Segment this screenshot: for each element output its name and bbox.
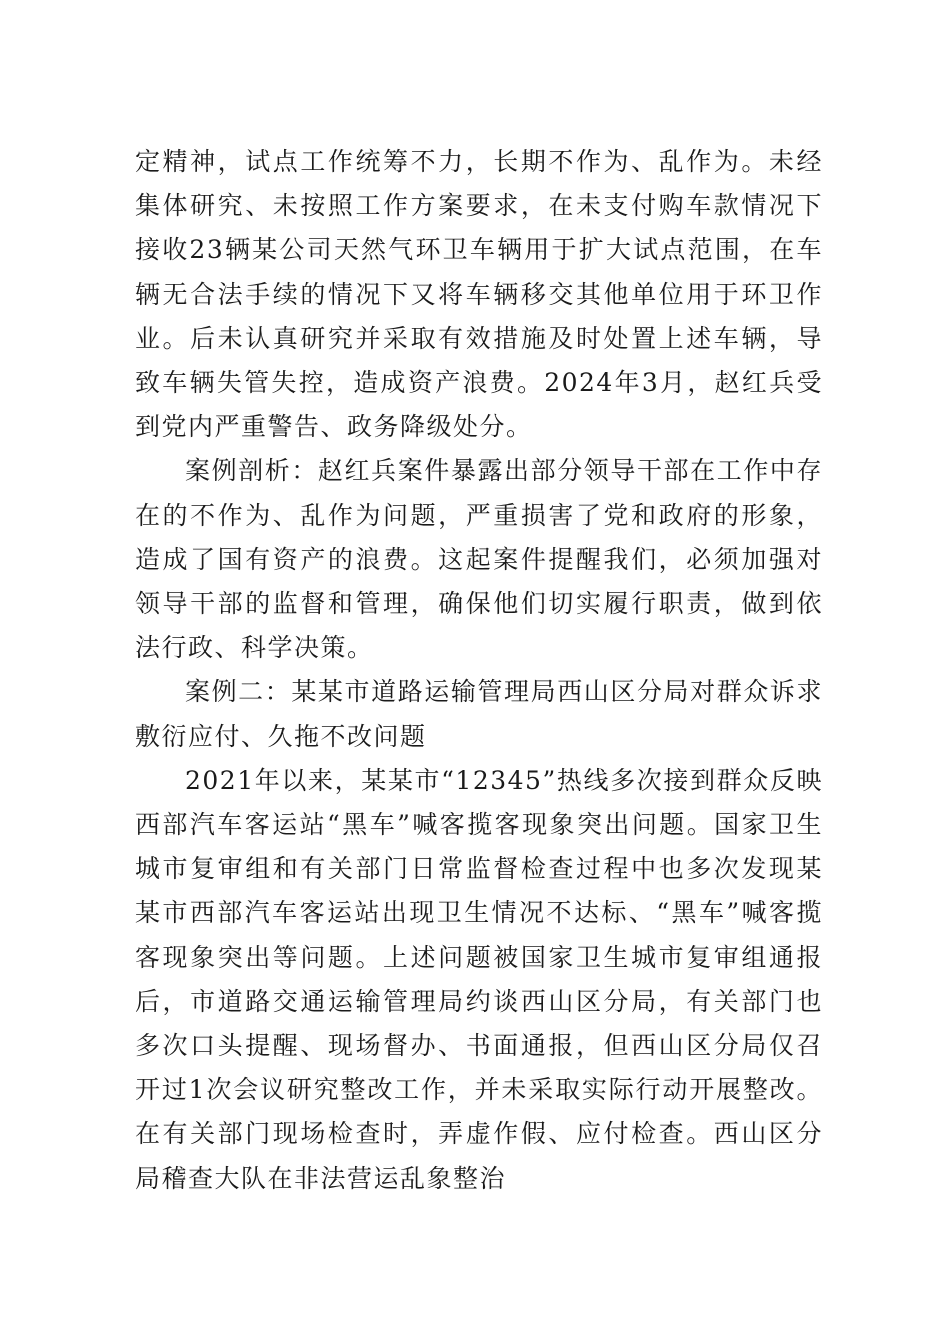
document-body bbox=[135, 140, 823, 1201]
paragraph-case-two-heading: 案例二：某某市道路运输管理局西山区分局对群众诉求敷衍应付、久拖不改问题 bbox=[135, 677, 823, 751]
paragraph-case-one-analysis: 案例剖析：赵红兵案件暴露出部分领导干部在工作中存在的不作为、乱作为问题，严重损害了党和政府的形象，造成了国有资产的浪费。这起案件提醒我们，必须加强对领导干部的监督和管理，确保他们切实履行职责，做到依法行政、科学决策。 bbox=[135, 456, 823, 663]
paragraph-case-two-body: 2021年以来，某某市“12345”热线多次接到群众反映西部汽车客运站“黑车”喊客揽客现象突出问题。国家卫生城市复审组和有关部门日常监督检查过程中也多次发现某某市西部汽车客运站出现卫生情况不达标、“黑车”喊客揽客现象突出等问题。上述问题被国家卫生城市复审组通报后，市道路交通运输管理局约谈西山区分局，有关部门也多次口头提醒、现场督办、书面通报，但西山区分局仅召开过1次会议研究整改工作，并未采取实际行动开展整改。在有关部门现场检查时，弄虚作假、应付检查。西山区分局稽查大队在非法营运乱象整治 bbox=[135, 765, 823, 1193]
paragraph-case-one-continued: 定精神，试点工作统筹不力，长期不作为、乱作为。未经集体研究、未按照工作方案要求，在未支付购车款情况下接收23辆某公司天然气环卫车辆用于扩大试点范围，在车辆无合法手续的情况下又将车辆移交其他单位用于环卫作业。后未认真研究并采取有效措施及时处置上述车辆，导致车辆失管失控，造成资产浪费。2024年3月，赵红兵受到党内严重警告、政务降级处分。 bbox=[135, 147, 823, 442]
